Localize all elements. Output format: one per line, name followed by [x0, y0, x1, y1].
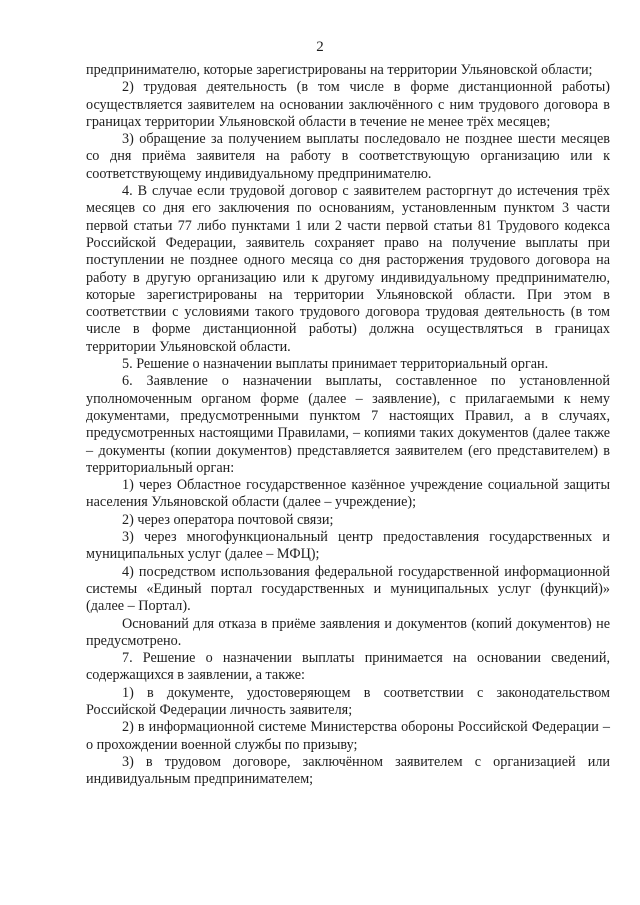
paragraph: 1) в документе, удостоверяющем в соответствии с законодательством Российской Федерации личность заявителя; [86, 684, 610, 718]
paragraph: предпринимателю, которые зарегистрированы на территории Ульяновской области; [86, 62, 593, 78]
document-body [86, 62, 610, 788]
paragraph: 2) трудовая деятельность (в том числе в форме дистанционной работы) осуществляется заявителем на основании заключённого с ним трудового договора в границах территории Ульяновской области в течение не менее трёх месяцев; [86, 79, 610, 130]
paragraph: Оснований для отказа в приёме заявления и документов (копий документов) не предусмотрено. [86, 615, 610, 649]
paragraph: 7. Решение о назначении выплаты принимается на основании сведений, содержащихся в заявлении, а также: [86, 650, 610, 684]
paragraph: 4) посредством использования федеральной государственной информационной системы «Единый портал государственных и муниципальных услуг (функций)» (далее – Портал). [86, 563, 610, 615]
paragraph: 4. В случае если трудовой договор с заявителем расторгнут до истечения трёх месяцев со дня его заключения по основаниям, установленным пунктом 3 части первой статьи 77 либо пунктами 1 или 2 части первой статьи 81 Трудового кодекса Российской Федерации, заявитель сохраняет право на получение выплаты при поступлении не позднее одного месяца со дня расторжения трудового договора на работу в другую организацию или к другому индивидуальному предпринимателю, которые зарегистрированы на территории Ульяновской области. При этом в соответствии с условиями такого трудового договора трудовая деятельность (в том числе в форме дистанционной работы) должна осуществляться в границах территории Ульяновской области. [86, 183, 610, 355]
paragraph: 3) в трудовом договоре, заключённом заявителем с организацией или индивидуальным предпринимателем; [86, 753, 610, 788]
paragraph: 2) в информационной системе Министерства обороны Российской Федерации – о прохождении военной службы по призыву; [86, 719, 610, 753]
page-number: 2 [316, 39, 324, 55]
paragraph: 6. Заявление о назначении выплаты, составленное по установленной уполномоченным органом форме (далее – заявление), с прилагаемыми к нему документами, предусмотренными пунктом 7 настоящих Правил, а в случаях, предусмотренных настоящими Правилами, – копиями таких документов (далее также – документы (копии документов) представляется заявителем (его представителем) в территориальный орган: [86, 373, 610, 476]
paragraph: 2) через оператора почтовой связи; [122, 511, 334, 528]
paragraph: 5. Решение о назначении выплаты принимает территориальный орган. [122, 356, 549, 373]
paragraph: 3) обращение за получением выплаты последовало не позднее шести месяцев со дня приёма заявителя на работу в соответствующую организацию или к соответствующему индивидуальному предпринимателю. [86, 131, 610, 182]
paragraph: 3) через многофункциональный центр предоставления государственных и муниципальных услуг (далее – МФЦ); [86, 529, 610, 563]
paragraph: 1) через Областное государственное казённое учреждение социальной защиты населения Ульяновской области (далее – учреждение); [86, 477, 610, 511]
